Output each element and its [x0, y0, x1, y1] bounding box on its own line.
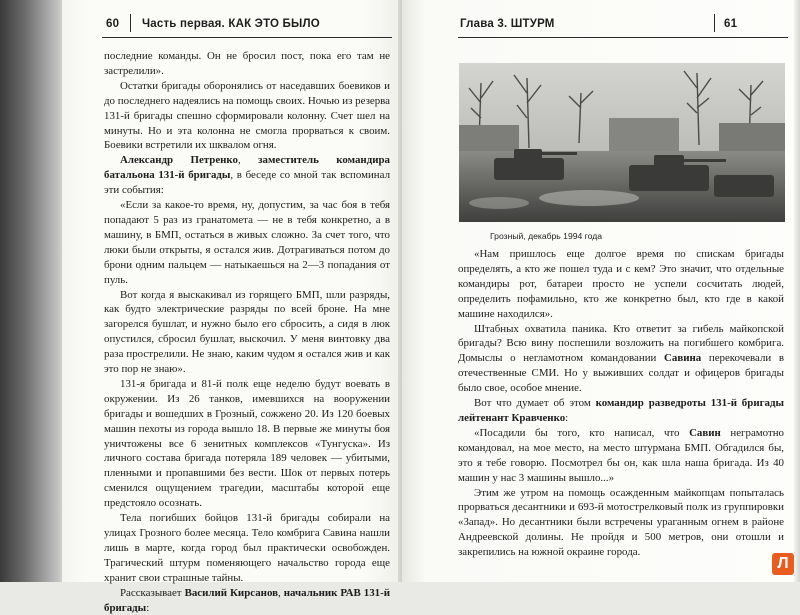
publisher-logo: Л: [772, 553, 794, 575]
left-page-number: 60: [106, 18, 120, 30]
right-running-head: Глава 3. ШТУРМ: [460, 18, 555, 30]
text-run: :: [146, 601, 150, 614]
bold-text: Савин: [689, 426, 721, 439]
bold-text: Василий Кирсанов: [184, 586, 279, 599]
text-run: неграмотно командовал, на мое место, на место штурмана БМП. Обгадился бы, это я тебе говорю. Посмотрел бы он, как шла наша бригада. Из 40 машин у нас 3 машины вышло...»: [458, 426, 785, 484]
text-run: Вот что думает об этом: [474, 397, 596, 410]
left-body-text: [104, 49, 390, 615]
paragraph: [458, 322, 784, 397]
right-page: [402, 0, 800, 582]
text-run: 131-я бригада и 81-й полк еще неделю будут воевать в окружении. Из 26 танков, имевшихся на вооружении бригады и вошедших в Грозный, сожжено 20. Из 120 боевых машин пехоты из города вышло 18. В первые же минуты боя уничтожены все 6 зенитных комплексов «Тунгуска». Из личного состава бригада потеряла 189 человек — убитыми, пленными и пропавшими без вести. Шок от первых потерь сменился ощущением трагедии, масштабы которой еще предстояло осознать.: [104, 377, 390, 510]
text-run: Вот когда я выскакивал из горящего БМП, шли разряды, как будто электрические разряды по всей броне. На мне загорелся бушлат, и нужно было его сбросить, а сидя в люк опустился, сбросил бушлат, выскочил. У меня винтовку два раза прострелили. Не знаю, каким чудом я остался жив и как это пор не знаю».: [104, 288, 390, 376]
left-running-head: Часть первая. КАК ЭТО БЫЛО: [142, 18, 320, 30]
left-page: [62, 0, 402, 614]
text-run: ,: [238, 154, 259, 167]
war-photo: [459, 63, 785, 222]
bold-text: заместитель командира батальона 131-й бригады: [104, 154, 390, 182]
text-run: «Посадили бы того, кто написал, что: [474, 426, 690, 439]
paragraph: [458, 426, 784, 486]
paragraph: [104, 198, 390, 287]
right-body-text: [458, 247, 784, 560]
header-divider: [714, 14, 715, 32]
paragraph: [104, 288, 390, 377]
text-run: Остатки бригады оборонялись от наседавших боевиков и до последнего надеялись на помощь своих. Ночью из резерва 131-й бригады спешно сформировали колонну. Счет шел на минуты. Но и эта колонна не смогла прорваться к своим. Боевики встретили их шквалом огня.: [104, 79, 390, 152]
text-run: , в беседе со мной так вспоминал эти события:: [104, 169, 390, 197]
paragraph: [458, 486, 784, 561]
bold-text: Савина: [664, 352, 702, 365]
header-rule: [102, 37, 392, 38]
text-run: Тела погибших бойцов 131-й бригады собирали на улицах Грозного более месяца. Тело комбрига Савина нашли лишь в марте, когда город был практически освобожден. Трагический штурм поменяющего начальство города еще хранит свои страшные тайны.: [104, 512, 390, 584]
paragraph: [104, 153, 390, 198]
photo-caption: Грозный, декабрь 1994 года: [490, 231, 602, 241]
bold-text: командир разведроты 131-й бригады лейтенант Кравченко: [458, 397, 784, 424]
bold-text: Александр Петренко: [120, 154, 238, 167]
photo-illustration: [459, 63, 785, 222]
text-run: Этим же утром на помощь осажденным майкопцам попыталась прорваться десантники и 693-й мотострелковый полк из группировки «Запад». Но десантники были встречены ураганным огнем в районе Андреевской долины. Не пройдя и 500 метров, они отошли и закрепились на южной окраине города.: [458, 486, 784, 559]
right-page-number: 61: [724, 18, 738, 30]
text-run: ,: [278, 586, 284, 599]
paragraph: [104, 79, 390, 154]
text-run: последние команды. Он не бросил пост, пока его там не застрелили».: [104, 50, 390, 77]
header-rule: [458, 37, 788, 38]
paragraph: [458, 247, 784, 322]
header-divider: [130, 14, 131, 32]
bold-text: начальник РАВ 131-й бригады: [104, 586, 391, 614]
page-edge: [794, 0, 800, 582]
text-run: «Нам пришлось еще долгое время по спискам бригады определять, а кто же пошел туда и с кем? Это значит, что отдельные командиры рот, батареи просто не успели сосчитать людей, определить пофамильно, кто же конкретно был, кто где в какой машине находился».: [458, 248, 784, 320]
paragraph: [458, 396, 784, 426]
paragraph: [104, 49, 390, 79]
text-run: «Если за какое-то время, ну, допустим, за час боя в тебя попадают 5 раз из гранатомета — не в тебя конкретно, а в машину, в БМП, остаться в живых сложно. За счет того, что люки были открыты, я остался жив. Дотрагиваться потом до брони одним пальцем — натыкаешься на 2—3 попадания от пуль.: [104, 199, 390, 286]
paragraph: [104, 377, 390, 511]
text-run: Рассказывает: [120, 586, 185, 599]
paragraph: [104, 586, 390, 615]
book-edge-shadow: [0, 0, 70, 582]
paragraph: [104, 511, 390, 586]
text-run: :: [565, 411, 569, 424]
text-run: Штабных охватила паника. Кто ответит за гибель майкопской бригады? Всю вину поспешили возложить на погибшего комбрига. Домыслы о негламотном командовании: [458, 322, 784, 365]
text-run: перекочевали в отечественные СМИ. Но у выживших солдат и офицеров бригады было свое, особое мнение.: [458, 352, 785, 395]
